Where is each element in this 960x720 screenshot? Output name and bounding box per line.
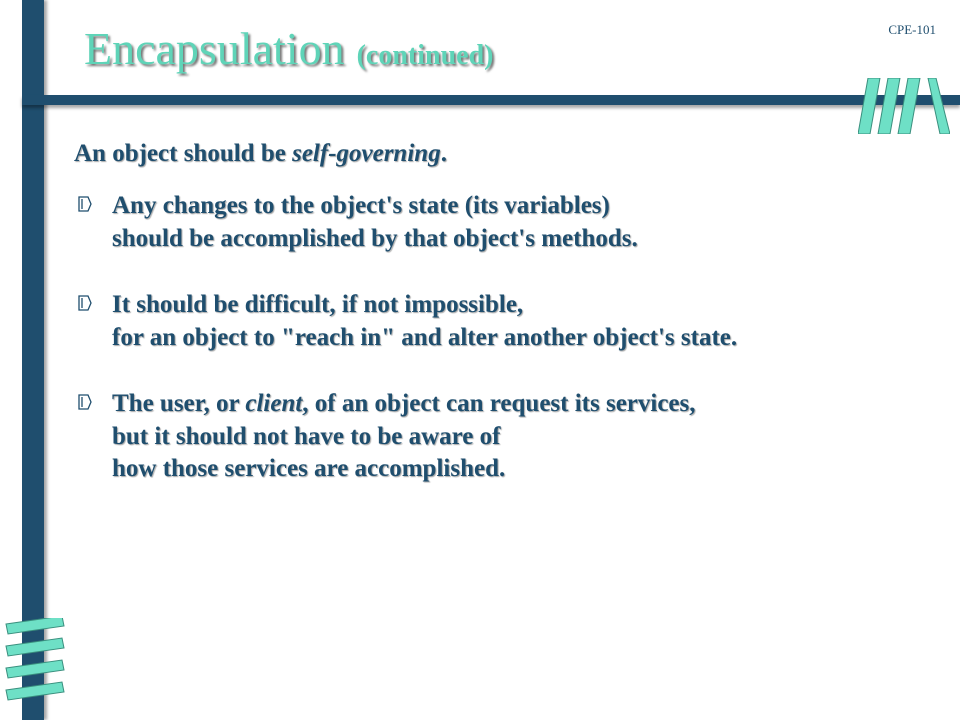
intro-text: An object should be self-governing. bbox=[74, 140, 447, 167]
diamond-bullet-icon bbox=[78, 196, 92, 212]
slide-body bbox=[74, 140, 934, 520]
slide-title bbox=[84, 23, 494, 74]
top-accent-bar bbox=[22, 95, 960, 105]
diamond-bullet-icon bbox=[78, 295, 92, 311]
stripes-logo-icon-bottom bbox=[4, 618, 66, 702]
bullet-line: but it should not have to be aware of bbox=[112, 422, 501, 450]
bullet-line: how those services are accomplished. bbox=[112, 455, 506, 482]
bullet-line: Any changes to the object's state (its variables) bbox=[112, 192, 610, 219]
left-accent-bar bbox=[22, 0, 44, 720]
bullet-item bbox=[74, 289, 934, 354]
slide-title-subtitle: (continued) bbox=[356, 40, 494, 71]
slide-title-main: Encapsulation bbox=[84, 23, 345, 74]
course-code: CPE-101 bbox=[888, 22, 936, 37]
diamond-bullet-icon bbox=[78, 394, 92, 410]
bullet-line: It should be difficult, if not impossible, bbox=[112, 291, 524, 318]
bullet-line: for an object to "reach in" and alter another object's state. bbox=[112, 323, 738, 351]
intro-emphasis: self-governing bbox=[292, 140, 441, 167]
stripes-logo-icon bbox=[858, 78, 950, 134]
bullet-line: The user, or client, of an object can request its services, bbox=[112, 390, 696, 417]
bullet-item bbox=[74, 388, 934, 486]
bullet-line: should be accomplished by that object's methods. bbox=[112, 224, 638, 252]
bullet-item bbox=[74, 190, 934, 255]
client-emphasis: client bbox=[245, 390, 303, 417]
